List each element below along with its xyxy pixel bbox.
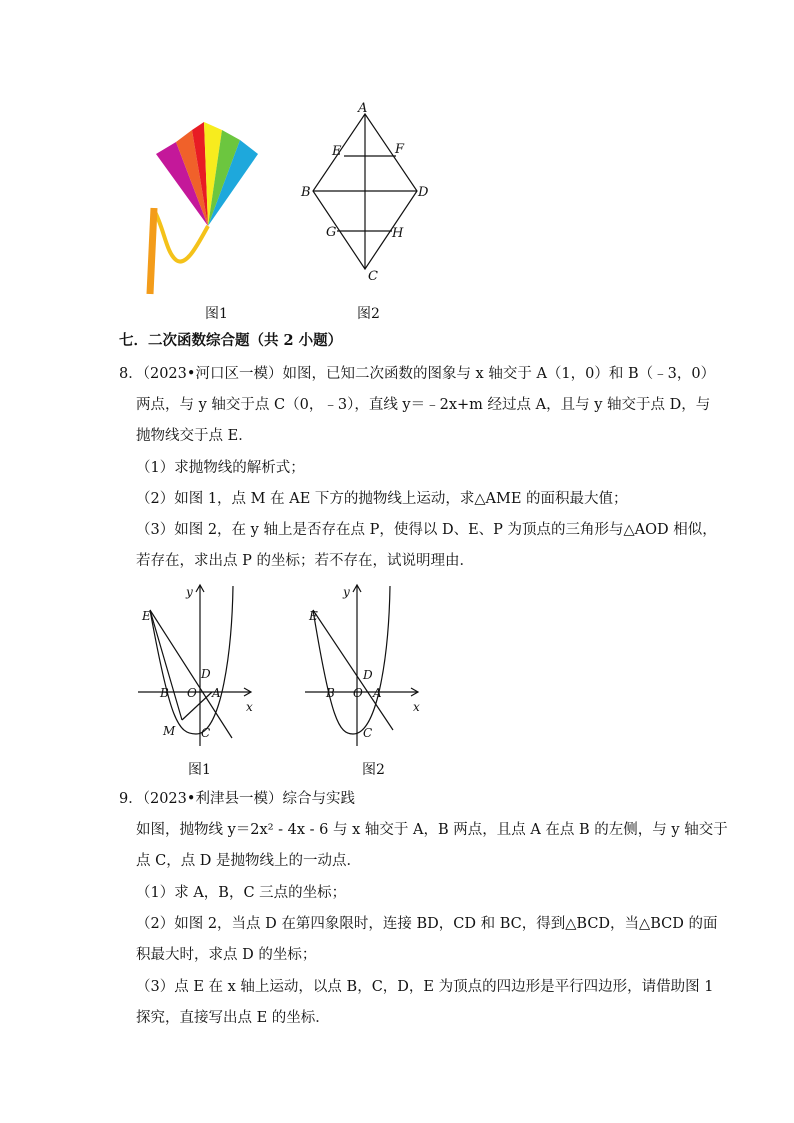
q9-part3a: （3）点 E 在 x 轴上运动，以点 B，C，D，E 为顶点的四边形是平行四边形，请借助图 1	[136, 979, 714, 995]
label-G: G	[326, 225, 337, 240]
q8-graph-fig1	[138, 580, 268, 750]
q8-line3: 抛物线交于点 E．	[136, 428, 253, 444]
q8-graph-fig2	[305, 580, 435, 750]
g2-label-y: y	[343, 585, 350, 599]
q9-part1: （1）求 A，B，C 三点的坐标；	[136, 885, 347, 901]
kite-caption: 图1	[205, 306, 228, 322]
rhombus-diagram	[300, 100, 440, 285]
label-H: H	[392, 226, 404, 241]
q9-source: （2023•利津县一模）	[142, 791, 283, 807]
q9-part2b: 积最大时，求点 D 的坐标；	[136, 947, 317, 963]
q8-number: 8．	[119, 366, 143, 382]
g1-label-x: x	[246, 700, 253, 714]
g2-label-B: B	[326, 686, 335, 700]
q9-header	[119, 792, 355, 807]
q9-number: 9．	[119, 791, 143, 807]
q8-text-1: 如图，已知二次函数的图象与 x 轴交于 A（1，0）和 B（﹣3，0）	[282, 366, 716, 382]
g1-label-y: y	[186, 585, 193, 599]
label-F: F	[395, 142, 405, 157]
q8-fig2-caption: 图2	[362, 762, 385, 778]
q8-source: （2023•河口区一模）	[142, 366, 283, 382]
q8-fig1-caption: 图1	[188, 762, 211, 778]
q9-part3b: 探究，直接写出点 E 的坐标．	[136, 1010, 330, 1026]
g1-label-B: B	[160, 686, 169, 700]
q9-title: 综合与实践	[282, 791, 355, 807]
q8-part3a: （3）如图 2，在 y 轴上是否存在点 P，使得以 D、E、P 为顶点的三角形与△AOD 相似，	[136, 522, 717, 538]
g2-label-O: O	[353, 686, 363, 700]
rhombus-caption: 图2	[357, 306, 380, 322]
g2-label-E: E	[309, 609, 318, 623]
g1-label-C: C	[201, 726, 211, 740]
q8-line1	[119, 367, 715, 382]
g2-label-A: A	[373, 686, 382, 700]
q9-line2: 点 C，点 D 是抛物线上的一动点．	[136, 853, 362, 869]
q9-line1: 如图，抛物线 y＝2x² - 4x - 6 与 x 轴交于 A，B 两点，且点 A 在点 B 的左侧，与 y 轴交于	[136, 822, 728, 838]
label-E: E	[332, 144, 342, 159]
g1-label-E: E	[142, 609, 151, 623]
label-D: D	[418, 185, 429, 200]
label-A: A	[358, 101, 368, 116]
kite-image	[140, 118, 270, 298]
q8-part1: （1）求抛物线的解析式；	[136, 460, 305, 476]
g2-label-x: x	[413, 700, 420, 714]
g1-label-O: O	[187, 686, 197, 700]
q9-part2a: （2）如图 2，当点 D 在第四象限时，连接 BD，CD 和 BC，得到△BCD，当△BCD 的面	[136, 916, 718, 932]
g2-label-C: C	[363, 726, 373, 740]
label-C: C	[368, 269, 378, 284]
g1-label-M: M	[163, 724, 176, 738]
g2-label-D: D	[363, 668, 373, 682]
q8-part2: （2）如图 1，点 M 在 AE 下方的抛物线上运动，求△AME 的面积最大值；	[136, 491, 628, 507]
q8-line2: 两点，与 y 轴交于点 C（0，﹣3），直线 y＝﹣2x+m 经过点 A，且与 y 轴交于点 D，与	[136, 397, 711, 413]
label-B: B	[301, 185, 311, 200]
q8-part3b: 若存在，求出点 P 的坐标；若不存在，试说明理由．	[136, 553, 474, 569]
section-heading: 七．二次函数综合题（共 2 小题）	[119, 332, 343, 349]
g1-label-A: A	[212, 686, 221, 700]
g1-label-D: D	[201, 667, 211, 681]
